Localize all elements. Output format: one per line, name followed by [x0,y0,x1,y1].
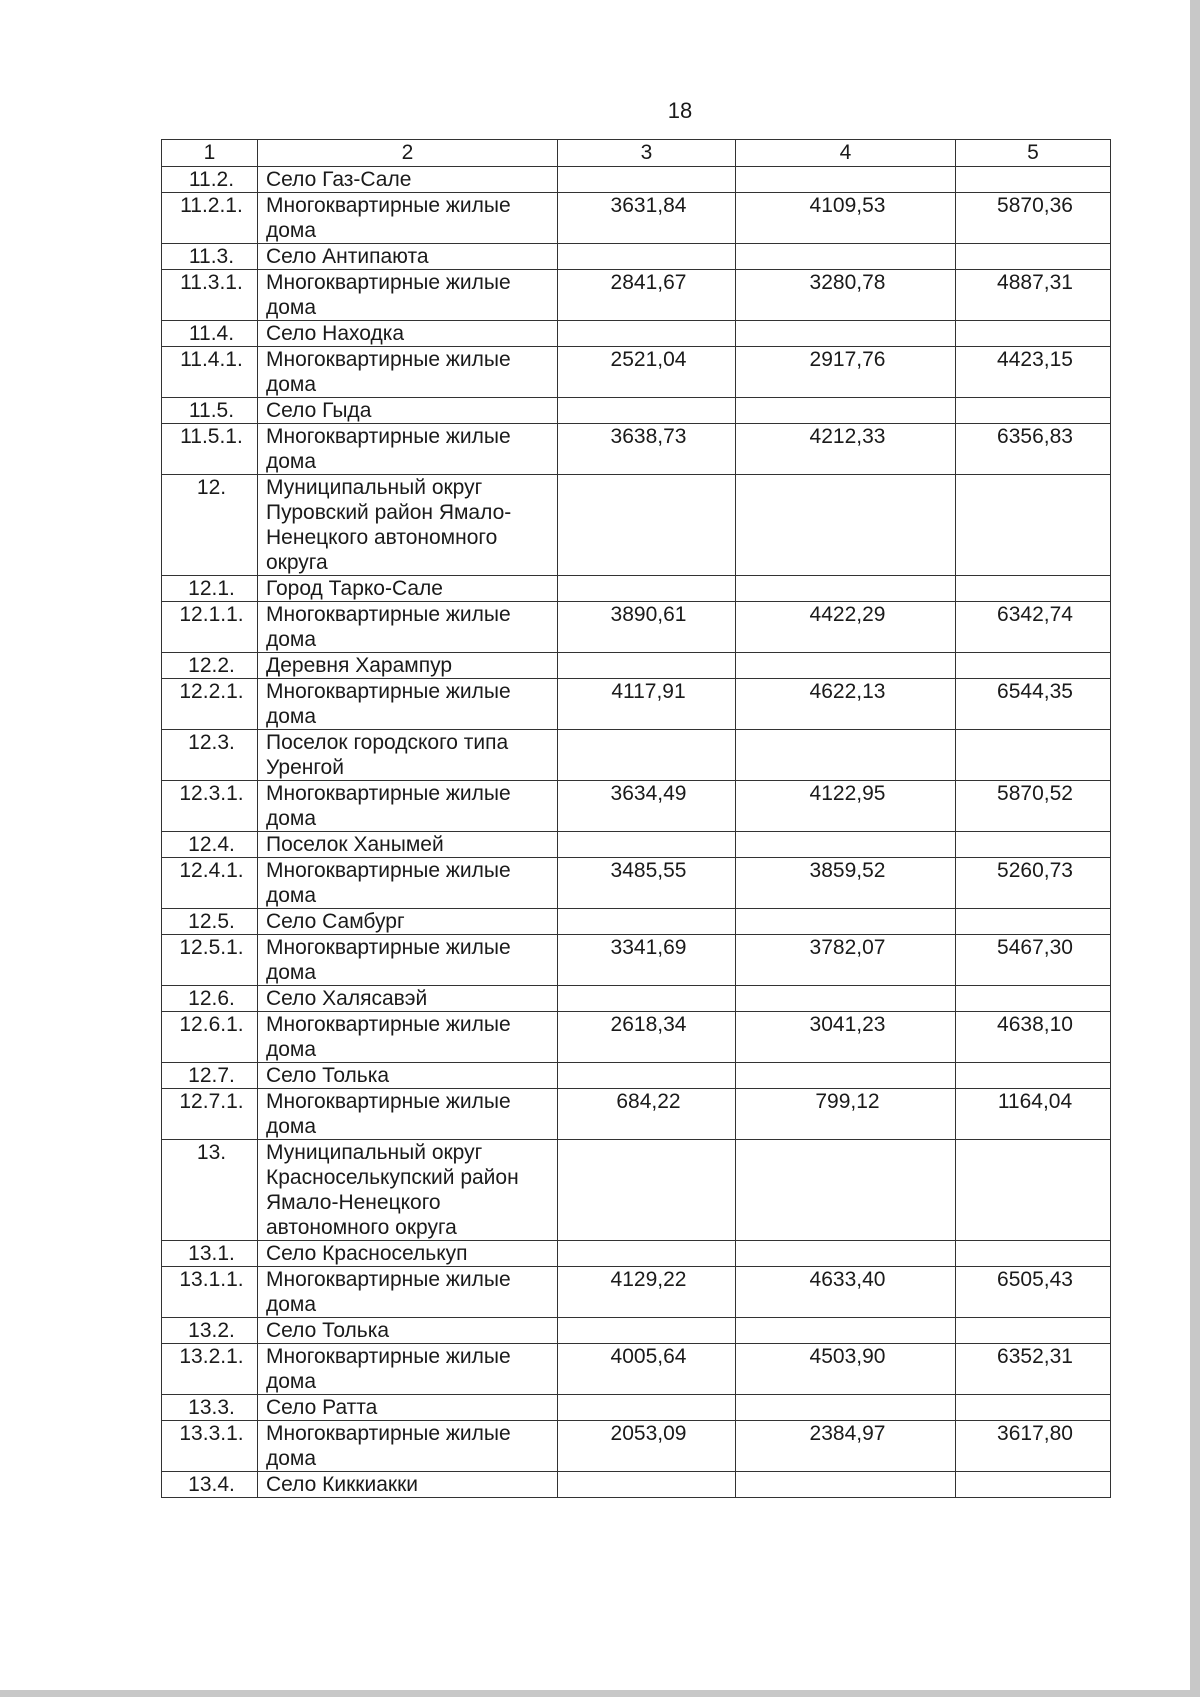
value-col-5 [956,1318,1111,1344]
value-col-5: 6342,74 [956,602,1111,653]
row-name: Село Ратта [258,1395,558,1421]
value-col-4: 4122,95 [736,781,956,832]
value-col-3: 3485,55 [558,858,736,909]
table-row [162,679,1111,730]
column-header-2: 2 [258,140,558,167]
table-row [162,1241,1111,1267]
row-name: Муниципальный округ Пуровский район Ямало-Ненецкого автономного округа [258,475,558,576]
value-col-5 [956,398,1111,424]
value-col-4: 2917,76 [736,347,956,398]
value-col-5: 6356,83 [956,424,1111,475]
value-col-4 [736,909,956,935]
value-col-4: 4109,53 [736,193,956,244]
value-col-4: 3859,52 [736,858,956,909]
table-row [162,398,1111,424]
value-col-3: 2521,04 [558,347,736,398]
value-col-4: 4622,13 [736,679,956,730]
value-col-4 [736,1241,956,1267]
value-col-4: 3782,07 [736,935,956,986]
value-col-4 [736,986,956,1012]
table-row [162,909,1111,935]
row-name: Многоквартирные жилые дома [258,424,558,475]
value-col-4: 4422,29 [736,602,956,653]
table-row [162,653,1111,679]
column-header-5: 5 [956,140,1111,167]
value-col-4 [736,653,956,679]
value-col-5 [956,909,1111,935]
row-name: Многоквартирные жилые дома [258,858,558,909]
row-name: Муниципальный округ Красноселькупский район Ямало-Ненецкого автономного округа [258,1140,558,1241]
table-row [162,781,1111,832]
value-col-5: 5260,73 [956,858,1111,909]
value-col-4 [736,1395,956,1421]
row-name: Город Тарко-Сале [258,576,558,602]
value-col-3: 4129,22 [558,1267,736,1318]
table-row [162,193,1111,244]
row-name: Село Гыда [258,398,558,424]
header-row [162,140,1111,167]
table-row [162,1063,1111,1089]
row-name: Многоквартирные жилые дома [258,602,558,653]
value-col-3 [558,1140,736,1241]
value-col-4: 4212,33 [736,424,956,475]
value-col-3 [558,576,736,602]
value-col-3 [558,1241,736,1267]
row-name: Село Антипаюта [258,244,558,270]
value-col-3 [558,475,736,576]
value-col-4 [736,321,956,347]
table-row [162,935,1111,986]
value-col-3: 3341,69 [558,935,736,986]
value-col-5: 4638,10 [956,1012,1111,1063]
value-col-3 [558,398,736,424]
row-name: Село Толька [258,1318,558,1344]
table-row [162,244,1111,270]
value-col-5 [956,321,1111,347]
value-col-4: 799,12 [736,1089,956,1140]
table-row [162,270,1111,321]
page-number: 18 [667,98,693,123]
row-number: 12.6. [162,986,258,1012]
table-row [162,424,1111,475]
table-row [162,1395,1111,1421]
value-col-5 [956,244,1111,270]
table-body [162,140,1111,1498]
value-col-3: 2053,09 [558,1421,736,1472]
value-col-5: 6505,43 [956,1267,1111,1318]
value-col-4: 4633,40 [736,1267,956,1318]
value-col-5: 4423,15 [956,347,1111,398]
row-number: 11.2. [162,167,258,193]
value-col-3 [558,1063,736,1089]
value-col-4 [736,1472,956,1498]
row-number: 11.4.1. [162,347,258,398]
row-name: Село Толька [258,1063,558,1089]
row-number: 12.2. [162,653,258,679]
value-col-4: 2384,97 [736,1421,956,1472]
row-name: Село Красноселькуп [258,1241,558,1267]
value-col-4 [736,398,956,424]
table-row [162,321,1111,347]
row-number: 12.1.1. [162,602,258,653]
row-name: Село Газ-Сале [258,167,558,193]
value-col-4 [736,475,956,576]
value-col-3: 2618,34 [558,1012,736,1063]
row-name: Многоквартирные жилые дома [258,935,558,986]
value-col-3: 4117,91 [558,679,736,730]
row-name: Село Киккиакки [258,1472,558,1498]
table-row [162,1140,1111,1241]
row-number: 13.2.1. [162,1344,258,1395]
row-number: 13.1. [162,1241,258,1267]
value-col-5 [956,1241,1111,1267]
value-col-4 [736,244,956,270]
value-col-3 [558,1472,736,1498]
row-name: Поселок Ханымей [258,832,558,858]
row-name: Многоквартирные жилые дома [258,1344,558,1395]
row-number: 12.7.1. [162,1089,258,1140]
row-number: 11.3.1. [162,270,258,321]
row-name: Многоквартирные жилые дома [258,1421,558,1472]
table-row [162,832,1111,858]
value-col-4 [736,576,956,602]
table-row [162,986,1111,1012]
row-number: 13.3.1. [162,1421,258,1472]
value-col-3: 2841,67 [558,270,736,321]
value-col-3 [558,986,736,1012]
row-number: 12. [162,475,258,576]
value-col-5: 4887,31 [956,270,1111,321]
value-col-4 [736,1318,956,1344]
value-col-4: 4503,90 [736,1344,956,1395]
value-col-4 [736,1063,956,1089]
value-col-4: 3280,78 [736,270,956,321]
column-header-3: 3 [558,140,736,167]
value-col-5: 6352,31 [956,1344,1111,1395]
table-row [162,576,1111,602]
value-col-3: 684,22 [558,1089,736,1140]
value-col-4: 3041,23 [736,1012,956,1063]
table-row [162,347,1111,398]
row-number: 11.3. [162,244,258,270]
table-row [162,475,1111,576]
value-col-5: 1164,04 [956,1089,1111,1140]
table-row [162,1012,1111,1063]
value-col-5 [956,832,1111,858]
column-header-1: 1 [162,140,258,167]
table-row [162,1472,1111,1498]
row-name: Многоквартирные жилые дома [258,193,558,244]
value-col-5: 6544,35 [956,679,1111,730]
value-col-4 [736,1140,956,1241]
value-col-5: 5467,30 [956,935,1111,986]
table-row [162,1089,1111,1140]
value-col-5 [956,986,1111,1012]
value-col-5: 5870,36 [956,193,1111,244]
row-number: 13.2. [162,1318,258,1344]
row-number: 12.5. [162,909,258,935]
value-col-5 [956,576,1111,602]
value-col-3 [558,321,736,347]
row-number: 12.4. [162,832,258,858]
row-number: 11.5.1. [162,424,258,475]
value-col-5 [956,1140,1111,1241]
row-name: Многоквартирные жилые дома [258,347,558,398]
value-col-3: 3631,84 [558,193,736,244]
value-col-3 [558,1318,736,1344]
value-col-5 [956,1395,1111,1421]
row-name: Многоквартирные жилые дома [258,270,558,321]
row-number: 12.1. [162,576,258,602]
row-number: 13.4. [162,1472,258,1498]
table-row [162,1421,1111,1472]
row-name: Многоквартирные жилые дома [258,679,558,730]
value-col-3 [558,832,736,858]
value-col-5 [956,475,1111,576]
table-row [162,730,1111,781]
row-name: Деревня Харампур [258,653,558,679]
row-number: 13. [162,1140,258,1241]
table-row [162,1344,1111,1395]
row-name: Село Находка [258,321,558,347]
value-col-5 [956,653,1111,679]
row-number: 12.3.1. [162,781,258,832]
row-name: Поселок городского типа Уренгой [258,730,558,781]
value-col-3 [558,730,736,781]
value-col-5 [956,1063,1111,1089]
value-col-3 [558,909,736,935]
value-col-3 [558,1395,736,1421]
row-name: Село Самбург [258,909,558,935]
value-col-5: 3617,80 [956,1421,1111,1472]
row-number: 12.2.1. [162,679,258,730]
row-number: 12.6.1. [162,1012,258,1063]
row-name: Село Халясавэй [258,986,558,1012]
row-number: 12.3. [162,730,258,781]
table-row [162,602,1111,653]
value-col-3 [558,167,736,193]
table-row [162,858,1111,909]
value-col-5 [956,167,1111,193]
table-row [162,167,1111,193]
value-col-5 [956,1472,1111,1498]
row-name: Многоквартирные жилые дома [258,1089,558,1140]
value-col-3 [558,244,736,270]
row-number: 11.4. [162,321,258,347]
value-col-3 [558,653,736,679]
row-number: 12.4.1. [162,858,258,909]
value-col-3: 3890,61 [558,602,736,653]
value-col-4 [736,167,956,193]
row-number: 11.2.1. [162,193,258,244]
table-row [162,1318,1111,1344]
table-row [162,1267,1111,1318]
value-col-3: 3638,73 [558,424,736,475]
row-number: 12.5.1. [162,935,258,986]
row-number: 12.7. [162,1063,258,1089]
row-name: Многоквартирные жилые дома [258,1012,558,1063]
row-name: Многоквартирные жилые дома [258,1267,558,1318]
value-col-4 [736,832,956,858]
value-col-3: 4005,64 [558,1344,736,1395]
value-col-5 [956,730,1111,781]
row-number: 13.1.1. [162,1267,258,1318]
row-number: 13.3. [162,1395,258,1421]
row-number: 11.5. [162,398,258,424]
rates-table [161,139,1111,1498]
value-col-3: 3634,49 [558,781,736,832]
value-col-5: 5870,52 [956,781,1111,832]
column-header-4: 4 [736,140,956,167]
row-name: Многоквартирные жилые дома [258,781,558,832]
value-col-4 [736,730,956,781]
